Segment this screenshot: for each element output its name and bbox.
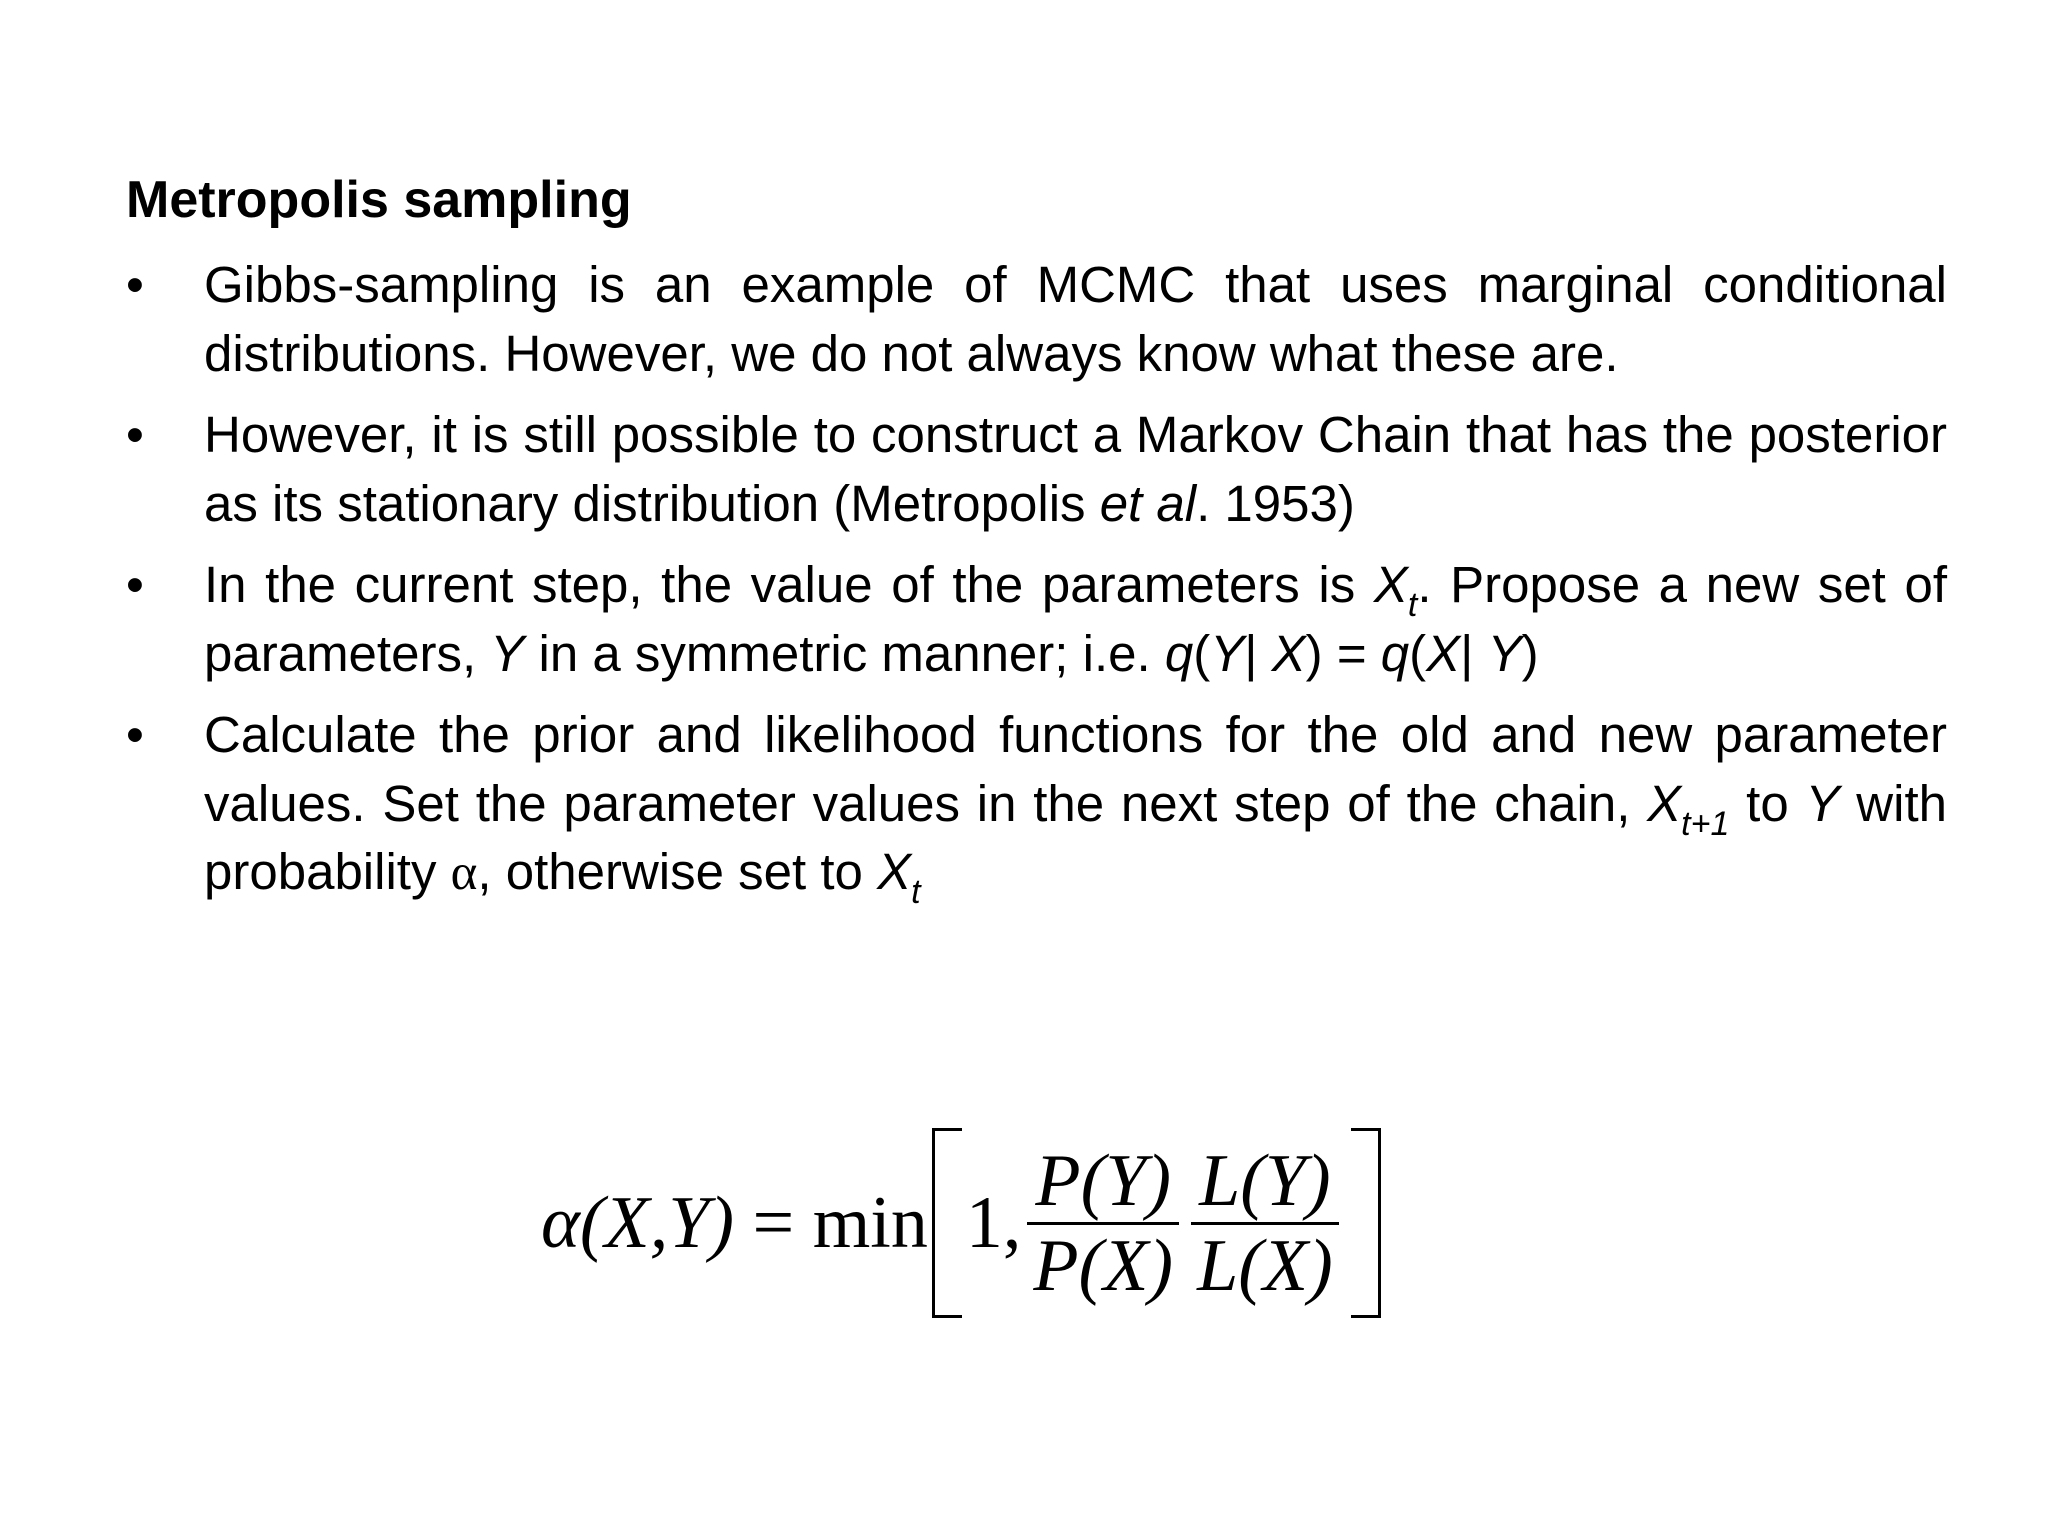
bullet-item bbox=[126, 701, 1947, 911]
formula-left-bracket bbox=[932, 1128, 962, 1318]
acceptance-probability-formula bbox=[541, 1123, 1381, 1323]
bullet-text: In the current step, the value of the parameters is $X_t$. Propose a new set of parameters, Y in a symmetric manner; i.e. q(Y| X) = q(X| Y) bbox=[204, 556, 1947, 682]
bullet-marker: • bbox=[126, 256, 144, 313]
bullet-text: Gibbs-sampling is an example of MCMC that uses marginal conditional distributions. However, we do not always know what these are. bbox=[204, 256, 1947, 382]
bullet-item bbox=[126, 251, 1947, 388]
formula-args: (X,Y) bbox=[579, 1181, 734, 1264]
bullet-marker: • bbox=[126, 706, 144, 763]
formula-equals: = bbox=[734, 1181, 813, 1264]
formula-prior-denominator: P(X) bbox=[1033, 1224, 1174, 1307]
formula-right-bracket bbox=[1351, 1128, 1381, 1318]
bullet-item bbox=[126, 401, 1947, 538]
formula-prior-numerator: P(Y) bbox=[1035, 1139, 1172, 1222]
formula-alpha: α bbox=[541, 1181, 580, 1264]
formula-likelihood-ratio bbox=[1191, 1140, 1339, 1307]
formula-likelihood-denominator: L(X) bbox=[1197, 1224, 1333, 1307]
formula-min: min bbox=[812, 1181, 928, 1264]
formula-one: 1, bbox=[965, 1181, 1022, 1264]
bullet-item bbox=[126, 551, 1947, 688]
bullet-text: However, it is still possible to construct a Markov Chain that has the posterior as its stationary distribution (Metropolis et al. 1953) bbox=[204, 406, 1947, 532]
bullet-marker: • bbox=[126, 556, 144, 613]
bullet-marker: • bbox=[126, 406, 144, 463]
bullet-list bbox=[126, 251, 1947, 921]
slide-title: Metropolis sampling bbox=[126, 171, 632, 229]
formula-prior-ratio bbox=[1027, 1140, 1179, 1307]
formula-likelihood-numerator: L(Y) bbox=[1199, 1139, 1331, 1222]
bullet-text: Calculate the prior and likelihood functions for the old and new parameter values. Set the parameter values in the next step of the chain, $X_{t+1}$ to Y with probability α, otherwise set to $X_t$ bbox=[204, 706, 1947, 911]
